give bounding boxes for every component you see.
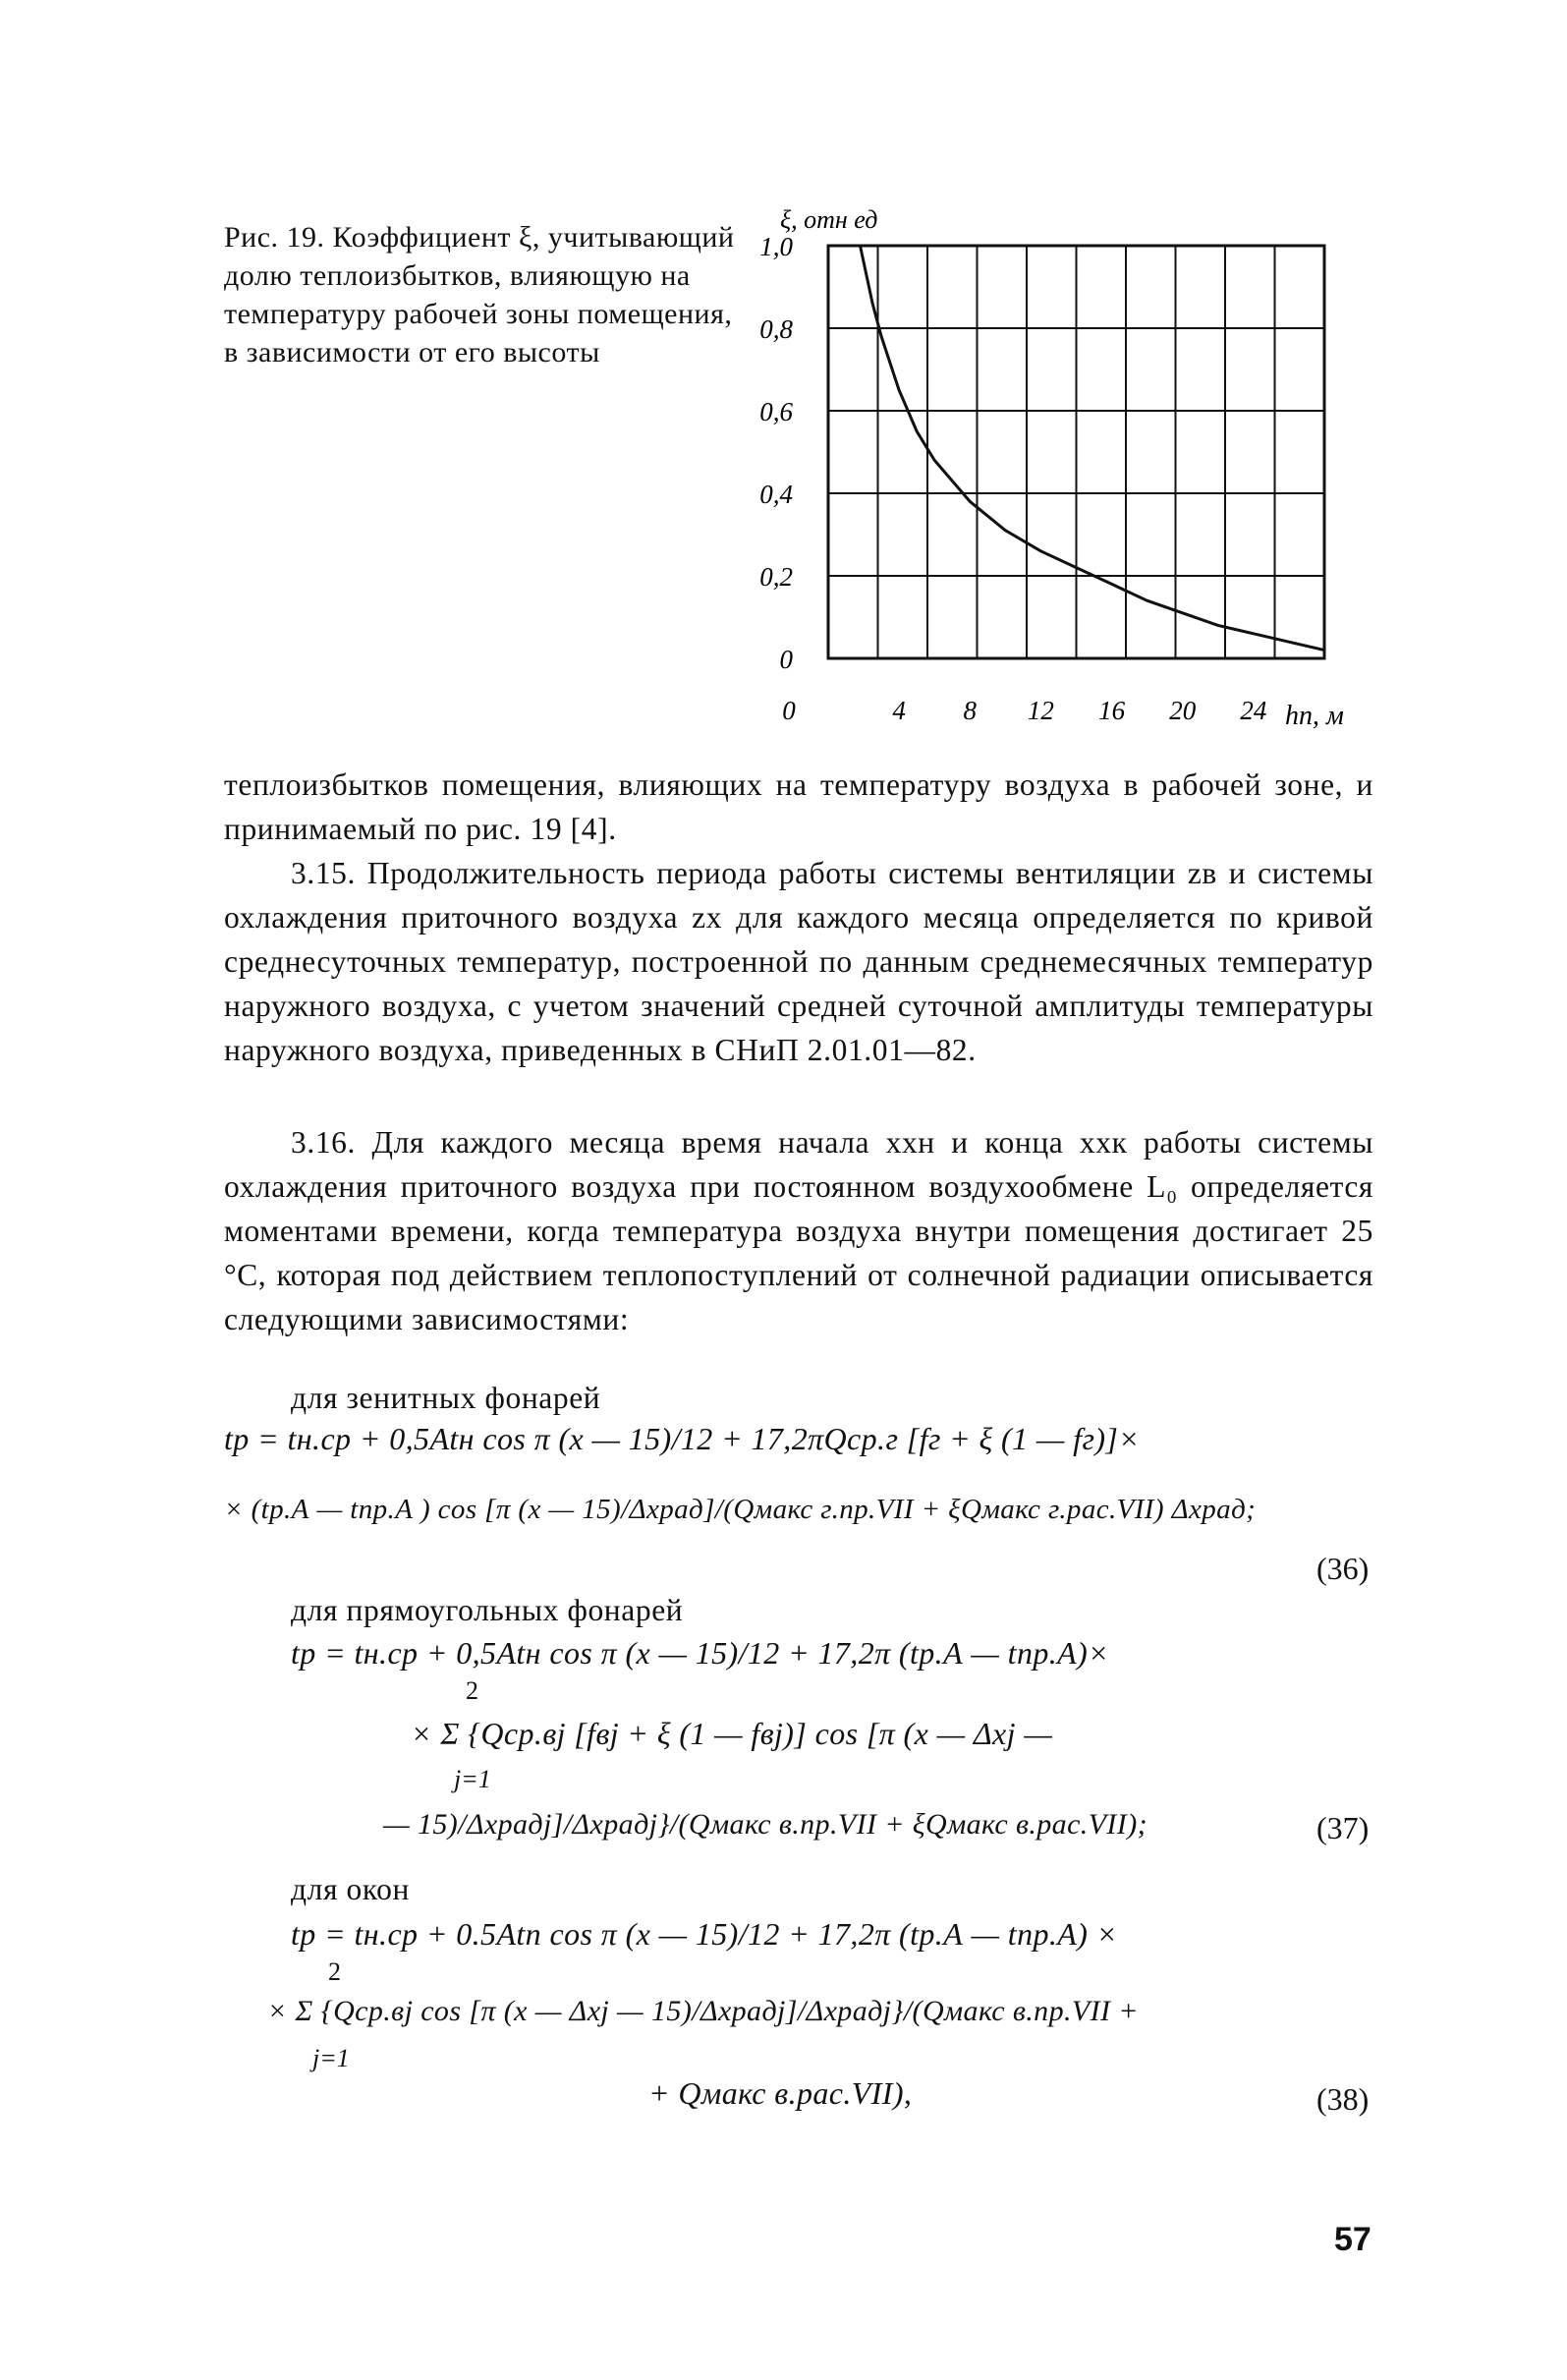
equation-38-line-2: × Σ {Qср.вj cos [π (x — Δxj — 15)/Δxрадj]/Δxрадj}/(Qмакс в.пр.VII + [267,1995,1139,2027]
equation-37-line-1: tр = tн.ср + 0,5Atн cos π (x — 15)/12 + 17,2π (tр.А — tпр.А)× [291,1635,1110,1671]
equation-36-line-1: tр = tн.ср + 0,5Atн cos π (x — 15)/12 + 17,2πQср.г [fг + ξ (1 — fг)]× [224,1421,1141,1456]
equation-number-38: (38) [1316,2081,1370,2117]
page-number: 57 [1334,2221,1371,2258]
paragraph-3-15-text: Продолжительность периода работы системы вентиляции zв и системы охлаждения приточного воздуха zх для каждого месяца определяется по кривой среднесуточных температур, построенной по данным среднемесячных температур наружного воздуха, с учетом значений средней суточной амплитуды температуры наружного воздуха, приведенных в СНиП 2.01.01—82. [224,856,1373,1067]
x-tick-label: 8 [963,696,978,725]
chart-grid [828,246,1324,658]
sum-upper-limit-37: 2 [466,1676,478,1705]
paragraph-3-16-text: Для каждого месяца время начала xхн и конца xхк работы системы охлаждения приточного воздуха при постоянном воздухообмене L₀ определяется моментами времени, когда температура воздуха внутри помещения достигает 25 °C, которая под действием теплопоступлений от солнечной радиации описывается следующими зависимостями: [224,1125,1373,1336]
section-number-3-16: 3.16. [291,1125,356,1160]
paragraph-continuation: теплоизбытков помещения, влияющих на температуру воздуха в рабочей зоне, и принимаемый по рис. 19 [4]. [224,767,1373,846]
y-axis-label: ξ, отн ед [780,205,878,234]
x-tick-label: 4 [892,696,906,725]
label-rectangular-lights: для прямоугольных фонарей [291,1593,684,1627]
equation-number-37: (37) [1316,1810,1370,1845]
equation-38-line-3: + Qмакс в.рас.VII), [648,2075,913,2111]
y-tick-label: 0,4 [759,480,793,509]
x-tick-labels [782,696,1266,725]
paragraph-3-16 [224,1120,1373,1341]
figure-caption: Рис. 19. Коэффициент ξ, учитывающий долю теплоизбытков, влияющую на температуру рабочей зоны помещения, в зависимости от его высоты [224,221,735,368]
equation-37-line-2: × Σ {Qср.вj [fвj + ξ (1 — fвj)] cos [π (x — Δxj — [411,1716,1053,1751]
label-windows: для окон [291,1872,410,1906]
y-tick-label: 0,2 [759,562,793,592]
equation-38-line-1: tр = tн.ср + 0.5Atп cos π (x — 15)/12 + 17,2π (tр.А — tпр.А) × [291,1916,1118,1952]
equation-number-36: (36) [1316,1551,1370,1586]
label-zenith-lights: для зенитных фонарей [291,1381,601,1415]
y-tick-label: 0 [779,645,793,674]
paragraph-3-15 [224,851,1373,1072]
equation-36-line-2: × (tр.А — tпр.А ) cos [π (x — 15)/Δxрад]/(Qмакс г.пр.VII + ξQмакс г.рас.VII) Δxрад; [224,1494,1257,1525]
x-tick-label: 20 [1169,696,1197,725]
sum-lower-limit-38: j=1 [312,2044,350,2072]
sum-lower-limit-37: j=1 [454,1765,491,1793]
y-tick-label: 0,6 [759,397,793,426]
y-tick-label: 1,0 [759,232,793,261]
y-tick-label: 0,8 [759,314,793,344]
sum-upper-limit-38: 2 [328,1957,341,1986]
x-axis-label: hп, м [1285,701,1344,731]
x-tick-label: 0 [782,696,796,725]
section-number-3-15: 3.15. [291,856,356,890]
y-tick-labels [759,232,793,674]
x-tick-label: 12 [1027,696,1054,725]
equation-37-line-3: — 15)/Δxрадj]/Δxрадj}/(Qмакс в.пр.VII + ξQмакс в.рас.VII); [383,1808,1147,1841]
chart-xi-vs-height [759,205,1395,757]
chart-series-line [861,246,1325,651]
x-tick-label: 24 [1240,696,1267,725]
x-tick-label: 16 [1098,696,1126,725]
